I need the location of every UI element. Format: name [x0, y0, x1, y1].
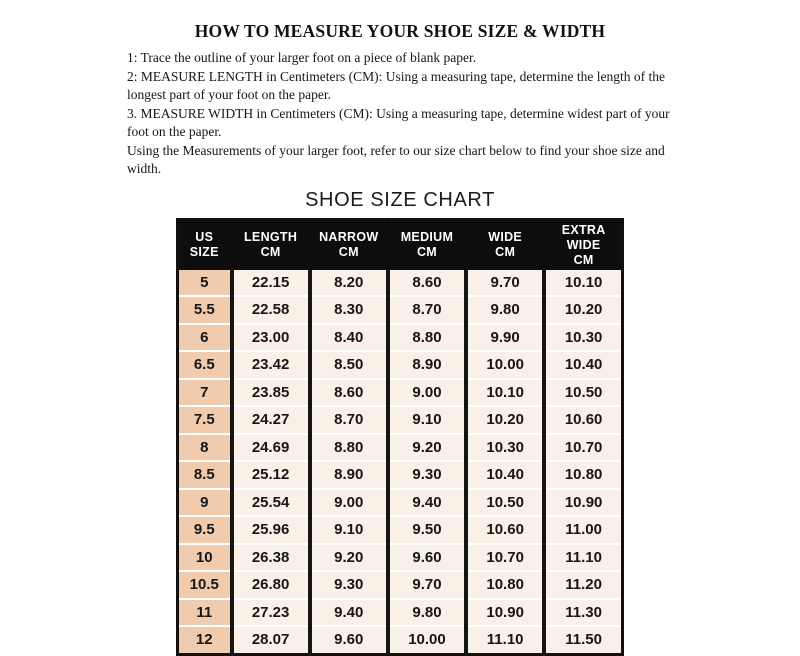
measurement-cell: 9.30	[388, 461, 466, 489]
measurement-cell: 10.40	[466, 461, 544, 489]
table-row	[178, 516, 623, 544]
us-size-cell: 11	[178, 599, 232, 627]
us-size-cell: 7.5	[178, 406, 232, 434]
measurement-cell: 8.60	[310, 379, 388, 407]
measurement-cell: 10.60	[466, 516, 544, 544]
instruction-step-3: 3. MEASURE WIDTH in Centimeters (CM): Using a measuring tape, determine widest part of your foot on the paper.	[127, 105, 670, 139]
measurement-cell: 11.50	[544, 626, 622, 654]
measurement-cell: 10.00	[388, 626, 466, 654]
measurement-cell: 11.30	[544, 599, 622, 627]
us-size-cell: 6	[178, 324, 232, 352]
table-header	[178, 219, 623, 270]
measurement-cell: 11.10	[544, 544, 622, 572]
table-row	[178, 599, 623, 627]
measurement-cell: 11.10	[466, 626, 544, 654]
measurement-cell: 24.27	[232, 406, 310, 434]
table-row	[178, 434, 623, 462]
measurement-cell: 10.80	[466, 571, 544, 599]
table-body	[178, 270, 623, 655]
table-row	[178, 544, 623, 572]
measurement-cell: 9.80	[466, 296, 544, 324]
measurement-cell: 9.10	[388, 406, 466, 434]
column-header: LENGTH CM	[232, 219, 310, 270]
table-row	[178, 351, 623, 379]
measurement-cell: 23.42	[232, 351, 310, 379]
measurement-cell: 9.70	[388, 571, 466, 599]
measurement-cell: 26.80	[232, 571, 310, 599]
table-row	[178, 626, 623, 654]
measurement-cell: 25.96	[232, 516, 310, 544]
measurement-cell: 27.23	[232, 599, 310, 627]
measurement-cell: 10.60	[544, 406, 622, 434]
us-size-cell: 9	[178, 489, 232, 517]
measurement-cell: 8.50	[310, 351, 388, 379]
measurement-cell: 10.10	[544, 270, 622, 297]
table-row	[178, 270, 623, 297]
measurement-cell: 9.20	[310, 544, 388, 572]
measurement-cell: 22.58	[232, 296, 310, 324]
measurement-cell: 8.80	[310, 434, 388, 462]
measurement-cell: 8.90	[388, 351, 466, 379]
table-row	[178, 296, 623, 324]
measurement-cell: 23.00	[232, 324, 310, 352]
measurement-cell: 9.30	[310, 571, 388, 599]
measurement-cell: 9.60	[388, 544, 466, 572]
us-size-cell: 10.5	[178, 571, 232, 599]
measurement-cell: 26.38	[232, 544, 310, 572]
instruction-step-2: 2: MEASURE LENGTH in Centimeters (CM): Using a measuring tape, determine the length of the longest part of your foot on the paper.	[127, 68, 666, 102]
table-row	[178, 379, 623, 407]
measurement-cell: 23.85	[232, 379, 310, 407]
us-size-cell: 8.5	[178, 461, 232, 489]
instruction-note: Using the Measurements of your larger foot, refer to our size chart below to find your shoe size and width.	[127, 142, 665, 176]
measurement-cell: 10.50	[544, 379, 622, 407]
measurement-cell: 10.20	[544, 296, 622, 324]
size-table	[176, 218, 624, 656]
us-size-cell: 9.5	[178, 516, 232, 544]
measurement-cell: 10.10	[466, 379, 544, 407]
measurement-cell: 9.80	[388, 599, 466, 627]
measurement-cell: 9.90	[466, 324, 544, 352]
measurement-cell: 22.15	[232, 270, 310, 297]
measurement-cell: 11.20	[544, 571, 622, 599]
measurement-cell: 25.12	[232, 461, 310, 489]
column-header: US SIZE	[178, 219, 232, 270]
column-header: WIDE CM	[466, 219, 544, 270]
measurement-cell: 24.69	[232, 434, 310, 462]
us-size-cell: 10	[178, 544, 232, 572]
measurement-cell: 10.30	[544, 324, 622, 352]
measurement-cell: 8.20	[310, 270, 388, 297]
measurement-cell: 9.10	[310, 516, 388, 544]
measurement-cell: 10.80	[544, 461, 622, 489]
page-title: HOW TO MEASURE YOUR SHOE SIZE & WIDTH	[194, 21, 606, 41]
measurement-cell: 10.00	[466, 351, 544, 379]
measurement-cell: 10.90	[544, 489, 622, 517]
instructions-block	[127, 49, 683, 179]
measurement-cell: 9.00	[388, 379, 466, 407]
column-header: MEDIUM CM	[388, 219, 466, 270]
measurement-cell: 8.70	[388, 296, 466, 324]
us-size-cell: 8	[178, 434, 232, 462]
measurement-cell: 9.40	[388, 489, 466, 517]
measurement-cell: 10.50	[466, 489, 544, 517]
measurement-cell: 8.80	[388, 324, 466, 352]
measurement-cell: 8.60	[388, 270, 466, 297]
measurement-cell: 10.70	[544, 434, 622, 462]
measurement-cell: 8.40	[310, 324, 388, 352]
table-row	[178, 489, 623, 517]
measurement-cell: 9.50	[388, 516, 466, 544]
measurement-cell: 9.70	[466, 270, 544, 297]
us-size-cell: 5.5	[178, 296, 232, 324]
measurement-cell: 10.90	[466, 599, 544, 627]
measurement-cell: 10.70	[466, 544, 544, 572]
table-row	[178, 406, 623, 434]
us-size-cell: 12	[178, 626, 232, 654]
measurement-cell: 9.20	[388, 434, 466, 462]
measurement-cell: 9.60	[310, 626, 388, 654]
measurement-cell: 8.90	[310, 461, 388, 489]
measurement-cell: 10.20	[466, 406, 544, 434]
us-size-cell: 6.5	[178, 351, 232, 379]
us-size-cell: 7	[178, 379, 232, 407]
header-row	[178, 219, 623, 270]
table-row	[178, 324, 623, 352]
table-row	[178, 571, 623, 599]
measurement-cell: 9.00	[310, 489, 388, 517]
column-header: NARROW CM	[310, 219, 388, 270]
chart-heading: SHOE SIZE CHART	[305, 188, 495, 211]
measurement-cell: 10.40	[544, 351, 622, 379]
measurement-cell: 9.40	[310, 599, 388, 627]
table-row	[178, 461, 623, 489]
measurement-cell: 8.70	[310, 406, 388, 434]
measurement-cell: 11.00	[544, 516, 622, 544]
column-header: EXTRA WIDE CM	[544, 219, 622, 270]
instruction-step-1: 1: Trace the outline of your larger foot on a piece of blank paper.	[127, 50, 477, 65]
measurement-cell: 10.30	[466, 434, 544, 462]
us-size-cell: 5	[178, 270, 232, 297]
measurement-cell: 25.54	[232, 489, 310, 517]
measurement-cell: 28.07	[232, 626, 310, 654]
measurement-cell: 8.30	[310, 296, 388, 324]
